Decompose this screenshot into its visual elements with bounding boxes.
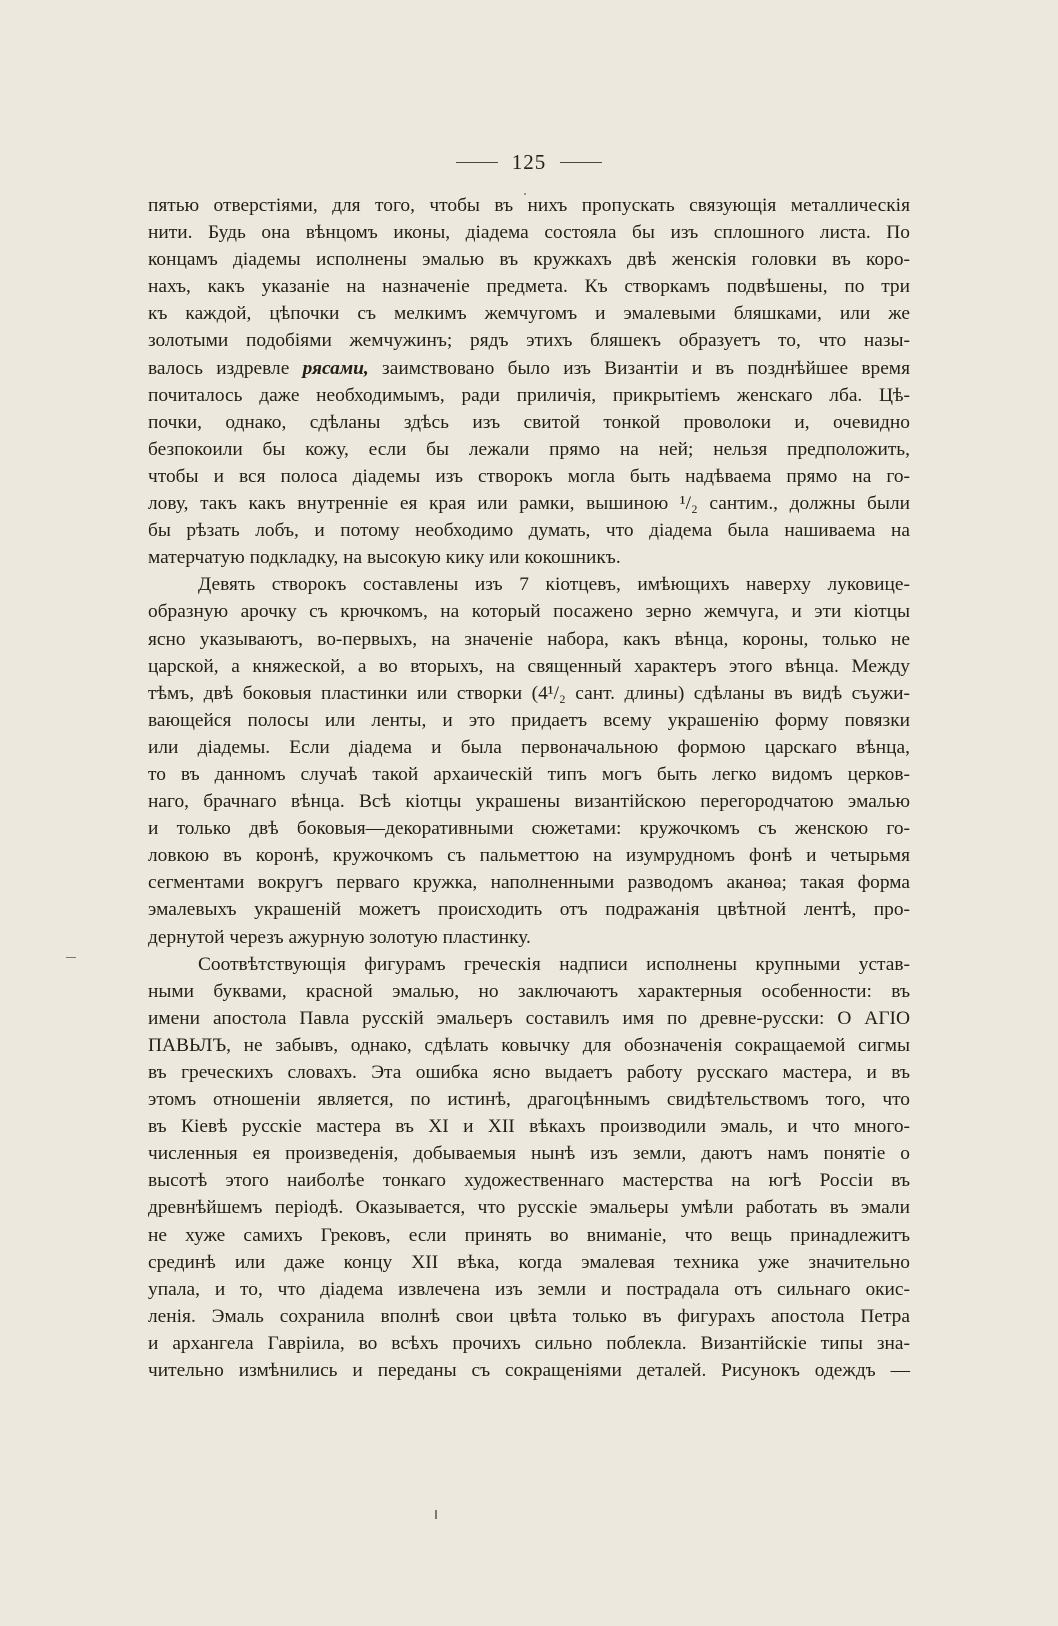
text-line: ными буквами, красной эмалью, но заключаютъ характерныя особенности: въ [148,980,910,1002]
text-line: не хуже самихъ Грековъ, если принять во вниманіе, что вещь принадлежитъ [148,1224,910,1246]
text-line: высотѣ этого наиболѣе тонкаго художественнаго мастерства на югѣ Россіи въ [148,1170,910,1192]
text-line: бы рѣзать лобъ, и потому необходимо думать, что діадема была нашиваема на [148,520,910,542]
text-line: упала, и то, что діадема извлечена изъ земли и пострадала отъ сильнаго окис- [148,1278,910,1300]
text-line: имени апостола Павла русскій эмальеръ составилъ имя по древне-русски: О АГІО [148,1007,910,1029]
text-line: валось издревле рясами, заимствовано было изъ Византіи и въ позднѣйшее время [148,357,910,379]
text-line: ленія. Эмаль сохранила вполнѣ свои цвѣта только въ фигурахъ апостола Петра [148,1305,910,1327]
emphasis-word: рясами, [302,357,369,379]
text-line: дернутой черезъ ажурную золотую пластинку. [148,926,531,948]
text-line: численныя ея произведенія, добываемыя нынѣ изъ земли, даютъ намъ понятіе о [148,1143,910,1165]
text-line: тѣмъ, двѣ боковыя пластинки или створки (4¹/₂ сант. длины) сдѣланы въ видѣ съужи- [148,682,910,704]
text-line: вающейся полосы или ленты, и это придаетъ всему украшенію форму повязки [148,709,910,731]
text-line: чтобы и вся полоса діадемы изъ створокъ могла быть надѣваема прямо на го- [148,465,910,487]
text-line: ясно указываютъ, во-первыхъ, на значеніе набора, какъ вѣнца, короны, только не [148,628,910,650]
text-line: почки, однако, сдѣланы здѣсь изъ свитой тонкой проволоки и, очевидно [148,411,910,433]
text-line: Соотвѣтствующія фигурамъ греческія надписи исполнены крупными устав- [198,953,910,975]
text-line: золотыми подобіями жемчужинъ; рядъ этихъ бляшекъ образуетъ то, что назы- [148,330,910,352]
text-line: матерчатую подкладку, на высокую кику или кокошникъ. [148,547,621,569]
text-line: почиталось даже необходимымъ, ради приличія, прикрытіемъ женскаго лба. Цѣ- [148,384,910,406]
text-line: то въ данномъ случаѣ такой архаическій типъ могъ быть легко видомъ церков- [148,763,910,785]
text-line: и только двѣ боковыя—декоративными сюжетами: кружочкомъ съ женскою го- [148,818,910,840]
text-line: чительно измѣнились и переданы съ сокращеніями деталей. Рисунокъ одеждъ — [148,1360,910,1382]
text-line: и архангела Гавріила, во всѣхъ прочихъ сильно поблекла. Византійскіе типы зна- [148,1332,910,1354]
page-header [148,150,910,174]
paragraph [148,571,910,950]
text-line: въ Кіевѣ русскіе мастера въ XI и XII вѣкахъ производили эмаль, и что много- [148,1116,910,1138]
paragraph [148,951,910,1385]
text-line: наго, брачнаго вѣнца. Всѣ кіотцы украшены византійскою перегородчатою эмалью [148,791,910,813]
text-line: образную арочку съ крючкомъ, на который посажено зерно жемчуга, и эти кіотцы [148,601,910,623]
text-line: эмалевыхъ украшеній можетъ происходить отъ подражанія цвѣтной лентѣ, про- [148,899,910,921]
text-line: срединѣ или даже концу XII вѣка, когда эмалевая техника уже значительно [148,1251,910,1273]
text-line: царской, а княжеской, а во вторыхъ, на священный характеръ этого вѣнца. Между [148,655,910,677]
text-line: ПАВЬЛЪ, не забывъ, однако, сдѣлать ковычку для обозначенія сокращаемой сигмы [148,1034,910,1056]
speck-mark [524,193,526,195]
text-line: безпокоили бы кожу, если бы лежали прямо на ней; нельзя предположить, [148,438,910,460]
text-line: Девять створокъ составлены изъ 7 кіотцевъ, имѣющихъ наверху луковице- [198,574,910,596]
text-line: въ греческихъ словахъ. Эта ошибка ясно выдаетъ работу русскаго мастера, и въ [148,1062,910,1083]
header-rule-right [560,162,602,163]
page-number: 125 [511,149,547,174]
header-rule-left [456,162,498,163]
text-line: сегментами вокругъ перваго кружка, наполненными разводомъ аканѳа; такая форма [148,872,910,894]
text-line: нахъ, какъ указаніе на назначеніе предмета. Къ створкамъ подвѣшены, по три [148,276,910,298]
text-line: лову, такъ какъ внутренніе ея края или рамки, вышиною ¹/₂ сантим., должны были [148,493,910,515]
margin-tick-mark [435,1510,437,1519]
text-line: пятью отверстіями, для того, чтобы въ нихъ пропускать связующія металлическія [148,195,910,216]
margin-dash-mark [66,957,76,958]
text-line: древнѣйшемъ періодѣ. Оказывается, что русскіе эмальеры умѣли работать въ эмали [148,1197,910,1219]
paragraph [148,192,910,571]
text-line: этомъ отношеніи является, по истинѣ, драгоцѣннымъ свидѣтельствомъ того, что [148,1089,910,1111]
text-line: концамъ діадемы исполнены эмалью въ кружкахъ двѣ женскія головки въ коро- [148,249,910,271]
body-text [148,192,910,1384]
text-line: или діадемы. Если діадема и была первоначальною формою царскаго вѣнца, [148,736,910,758]
text-line: ловкою въ коронѣ, кружочкомъ съ пальметтою на изумрудномъ фонѣ и четырьмя [148,845,910,867]
text-line: къ каждой, цѣпочки съ мелкимъ жемчугомъ и эмалевыми бляшками, или же [148,303,910,325]
text-line: нити. Будь она вѣнцомъ иконы, діадема состояла бы изъ сплошного листа. По [148,222,910,244]
